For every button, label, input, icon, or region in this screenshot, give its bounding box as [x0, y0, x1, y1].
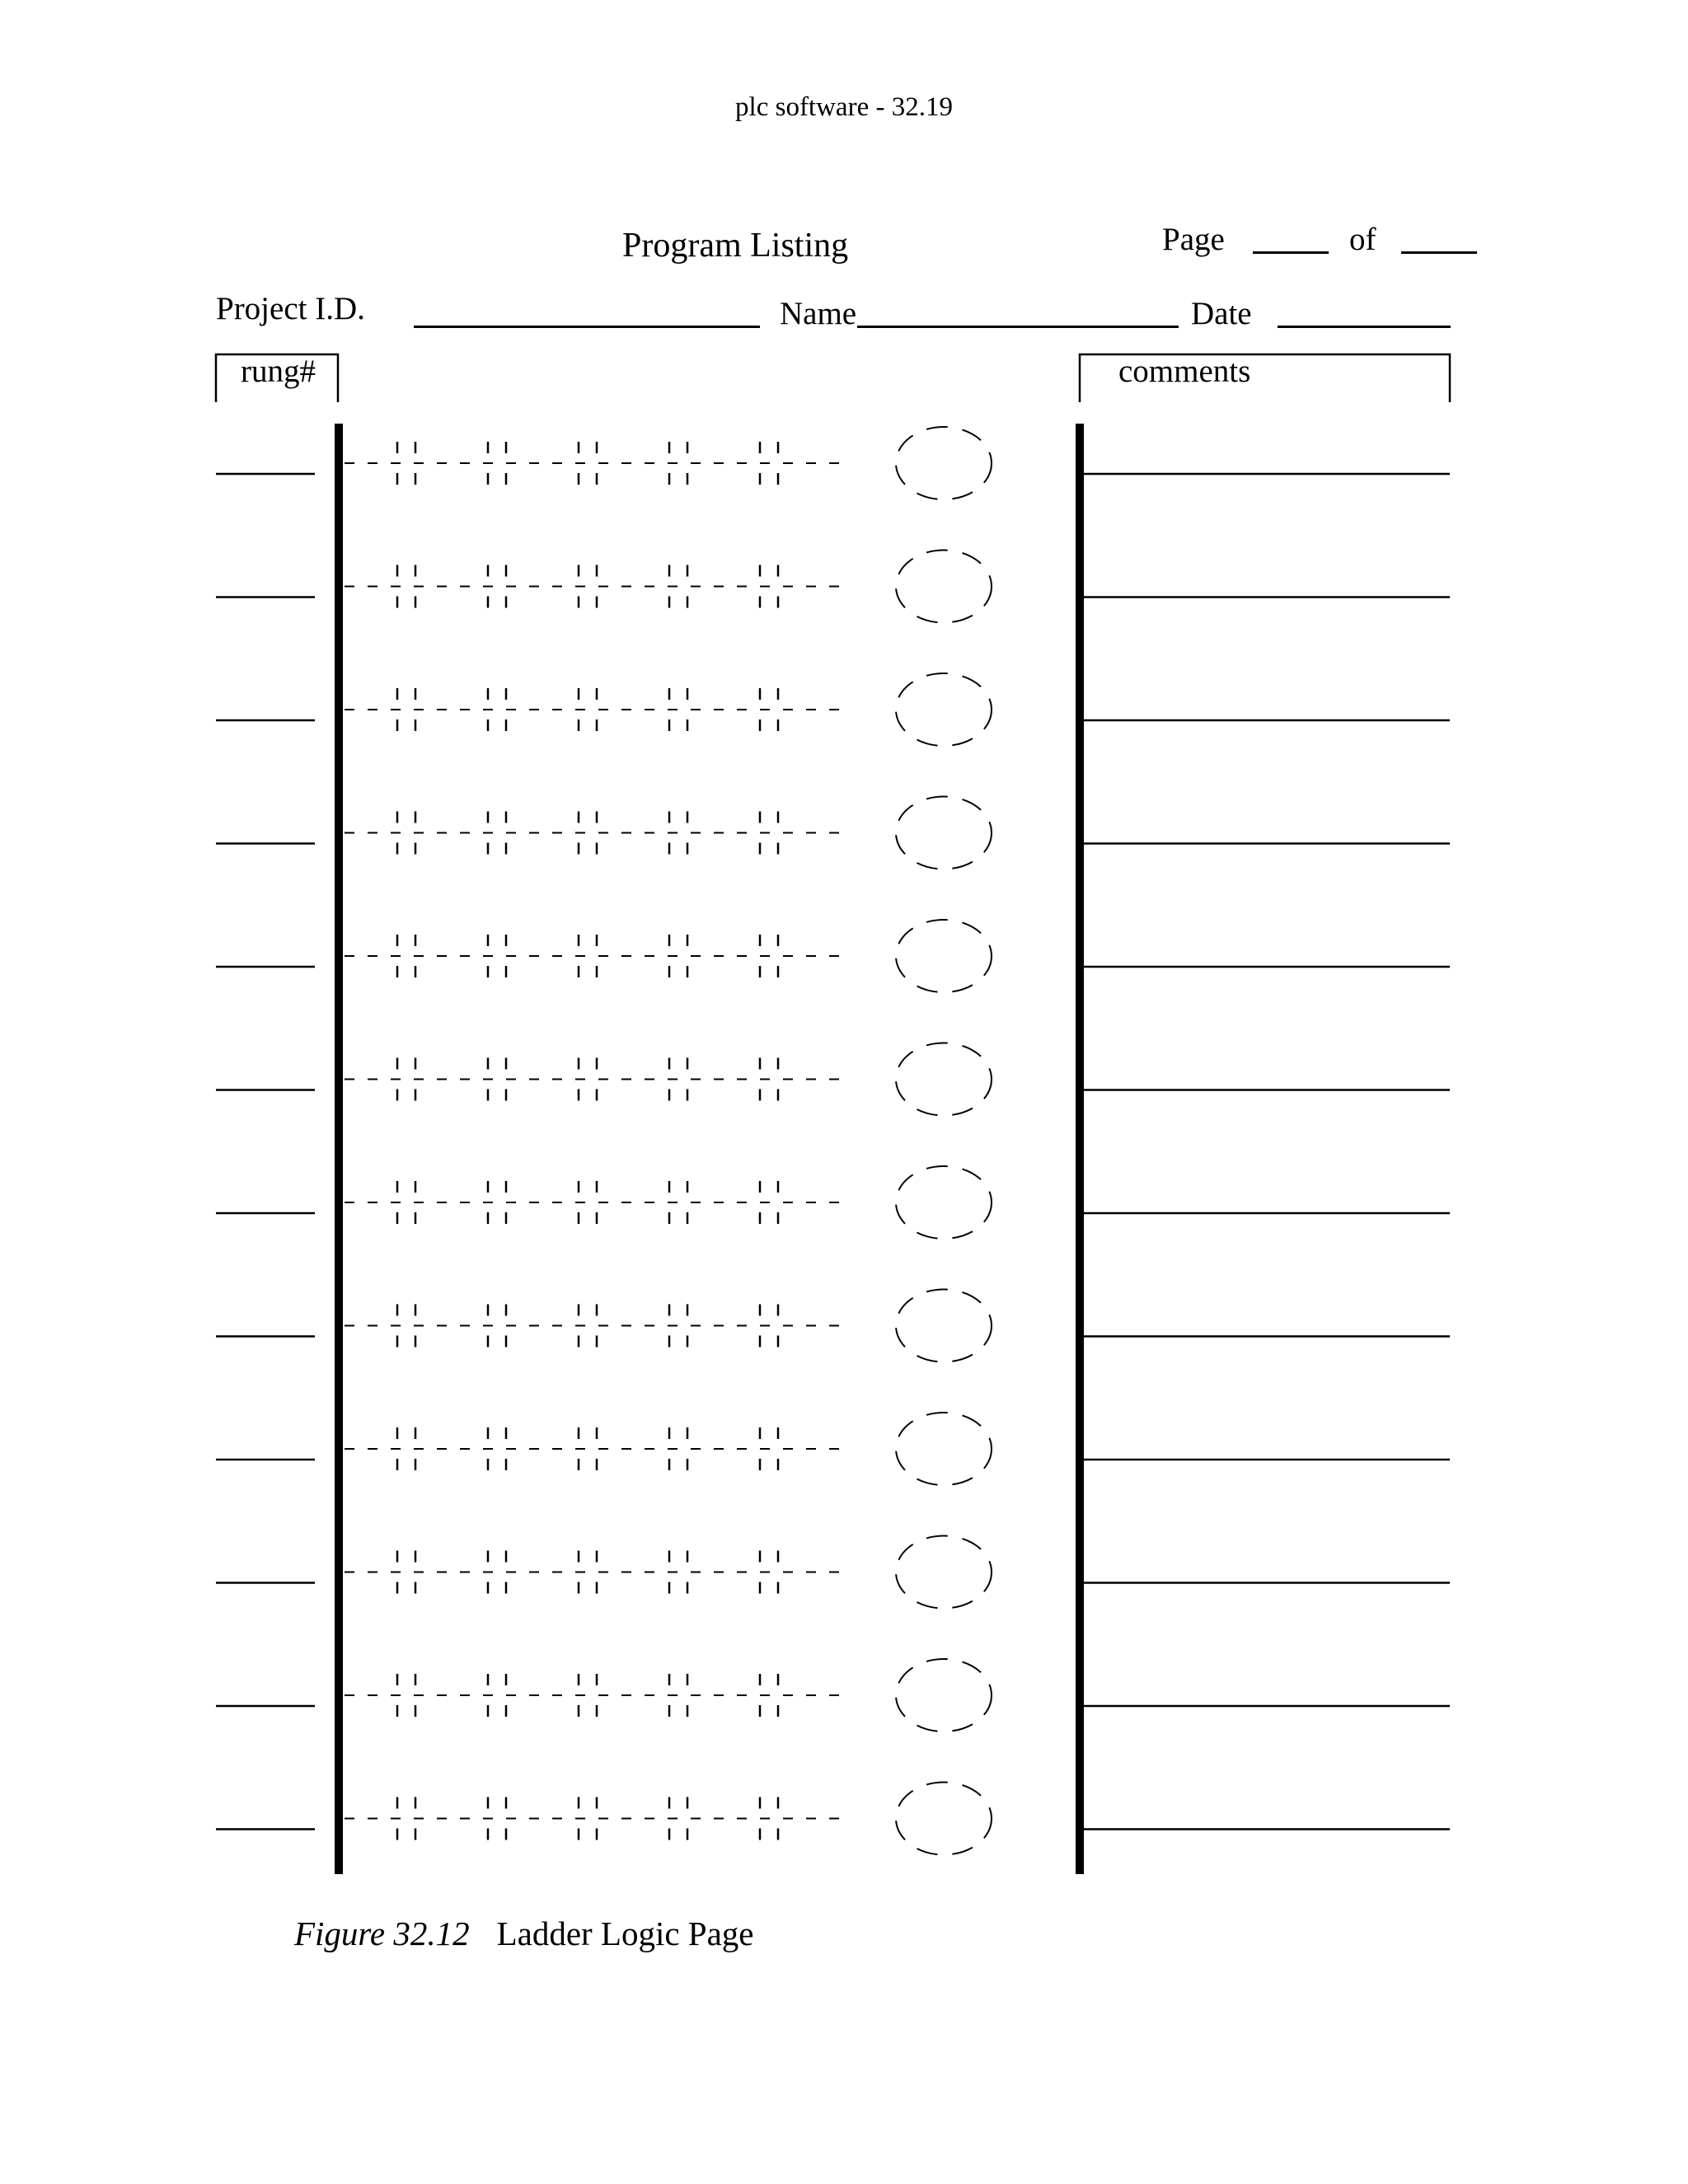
coil-placeholder: [896, 1659, 992, 1732]
coil-placeholder: [896, 920, 992, 992]
coil-placeholder: [896, 427, 992, 499]
ladder-rungs: [216, 427, 1450, 1855]
rung-11: [216, 1659, 1450, 1732]
rung-8: [216, 1290, 1450, 1362]
form-title: Program Listing: [622, 227, 849, 265]
rung-10: [216, 1536, 1450, 1609]
coil-placeholder: [896, 1290, 992, 1362]
coil-placeholder: [896, 673, 992, 746]
rung-12: [216, 1783, 1450, 1855]
rung-1: [216, 427, 1450, 499]
coil-placeholder: [896, 1783, 992, 1855]
comments-header-box: [1080, 354, 1450, 402]
figure-caption: [294, 1914, 754, 1953]
rung-4: [216, 797, 1450, 869]
figure-caption-text: Ladder Logic Page: [496, 1915, 754, 1952]
rung-7: [216, 1166, 1450, 1239]
coil-placeholder: [896, 1536, 992, 1609]
rung-9: [216, 1413, 1450, 1485]
coil-placeholder: [896, 1166, 992, 1239]
rung-2: [216, 551, 1450, 623]
page-label: Page: [1162, 222, 1225, 257]
running-header: plc software - 32.19: [735, 92, 953, 122]
coil-placeholder: [896, 1413, 992, 1485]
rung-header-box: [216, 354, 338, 402]
coil-placeholder: [896, 551, 992, 623]
coil-placeholder: [896, 1043, 992, 1116]
rung-6: [216, 1043, 1450, 1116]
of-label: of: [1349, 222, 1376, 257]
comments-header: comments: [1118, 354, 1251, 389]
rung-number-header: rung#: [241, 354, 316, 389]
coil-placeholder: [896, 797, 992, 869]
project-id-label: Project I.D.: [216, 291, 365, 326]
rung-5: [216, 920, 1450, 992]
date-label: Date: [1191, 296, 1252, 331]
rung-3: [216, 673, 1450, 746]
figure-number: Figure 32.12: [294, 1915, 470, 1952]
name-label: Name: [780, 296, 857, 331]
